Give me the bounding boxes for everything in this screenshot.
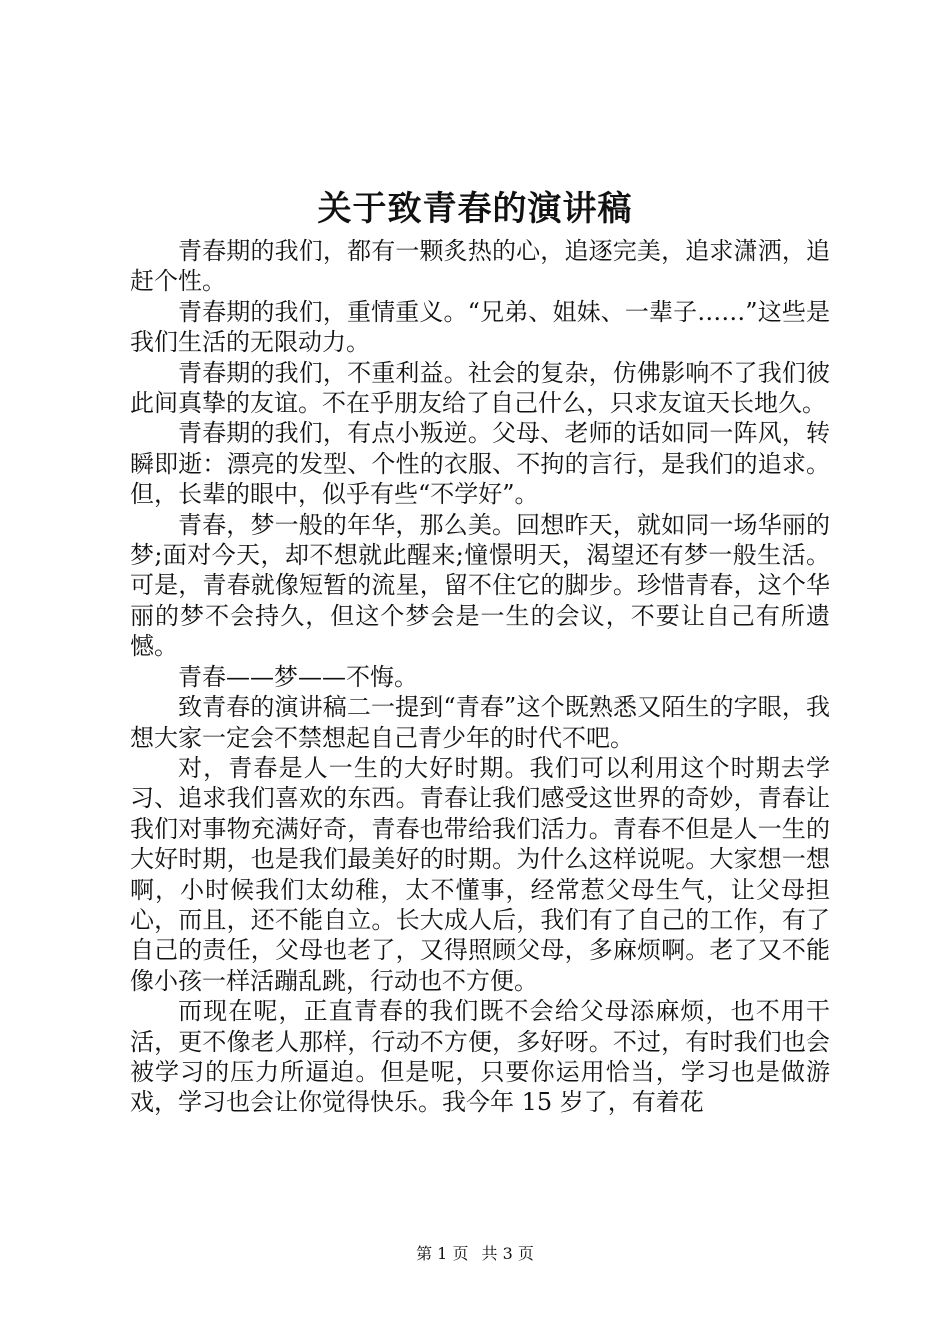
paragraph: 青春期的我们，重情重义。“兄弟、姐妹、一辈子……”这些是我们生活的无限动力。 — [130, 297, 830, 357]
paragraph: 青春期的我们，有点小叛逆。父母、老师的话如同一阵风，转瞬即逝：漂亮的发型、个性的衣服、不拘的言行，是我们的追求。但，长辈的眼中，似乎有些“不学好”。 — [130, 419, 830, 509]
document-title: 关于致青春的演讲稿 — [317, 189, 633, 229]
paragraph: 对，青春是人一生的大好时期。我们可以利用这个时期去学习、追求我们喜欢的东西。青春让我们感受这世界的奇妙，青春让我们对事物充满好奇，青春也带给我们活力。青春不但是人一生的大好时期，也是我们最美好的时期。为什么这样说呢。大家想一想啊，小时候我们太幼稚，太不懂事，经常惹父母生气，让父母担心，而且，还不能自立。长大成人后，我们有了自己的工作，有了自己的责任，父母也老了，又得照顾父母，多麻烦啊。老了又不能像小孩一样活蹦乱跳，行动也不方便。 — [130, 753, 830, 995]
paragraph: 青春期的我们，不重利益。社会的复杂，仿佛影响不了我们彼此间真挚的友谊。不在乎朋友给了自己什么，只求友谊天长地久。 — [130, 358, 830, 418]
paragraph: 致青春的演讲稿二一提到“青春”这个既熟悉又陌生的字眼，我想大家一定会不禁想起自己青少年的时代不吧。 — [130, 693, 830, 752]
page-footer — [0, 1244, 950, 1264]
page-total: 共 3 页 — [481, 1244, 534, 1263]
paragraph: 青春期的我们，都有一颗炙热的心，追逐完美，追求潇洒，追赶个性。 — [130, 237, 830, 296]
page-number: 第 1 页 — [416, 1244, 469, 1263]
paragraph: 青春——梦——不悔。 — [178, 662, 418, 691]
paragraph: 青春，梦一般的年华，那么美。回想昨天，就如同一场华丽的梦;面对今天，却不想就此醒来;憧憬明天，渴望还有梦一般生活。可是，青春就像短暂的流星，留不住它的脚步。珍惜青春，这个华丽的梦不会持久，但这个梦会是一生的会议，不要让自己有所遗憾。 — [130, 510, 830, 661]
paragraph: 而现在呢，正直青春的我们既不会给父母添麻烦，也不用干活，更不像老人那样，行动不方便，多好呀。不过，有时我们也会被学习的压力所逼迫。但是呢，只要你运用恰当，学习也是做游戏，学习也会让你觉得快乐。我今年 15 岁了，有着花 — [130, 997, 830, 1117]
document-body — [130, 236, 830, 1118]
